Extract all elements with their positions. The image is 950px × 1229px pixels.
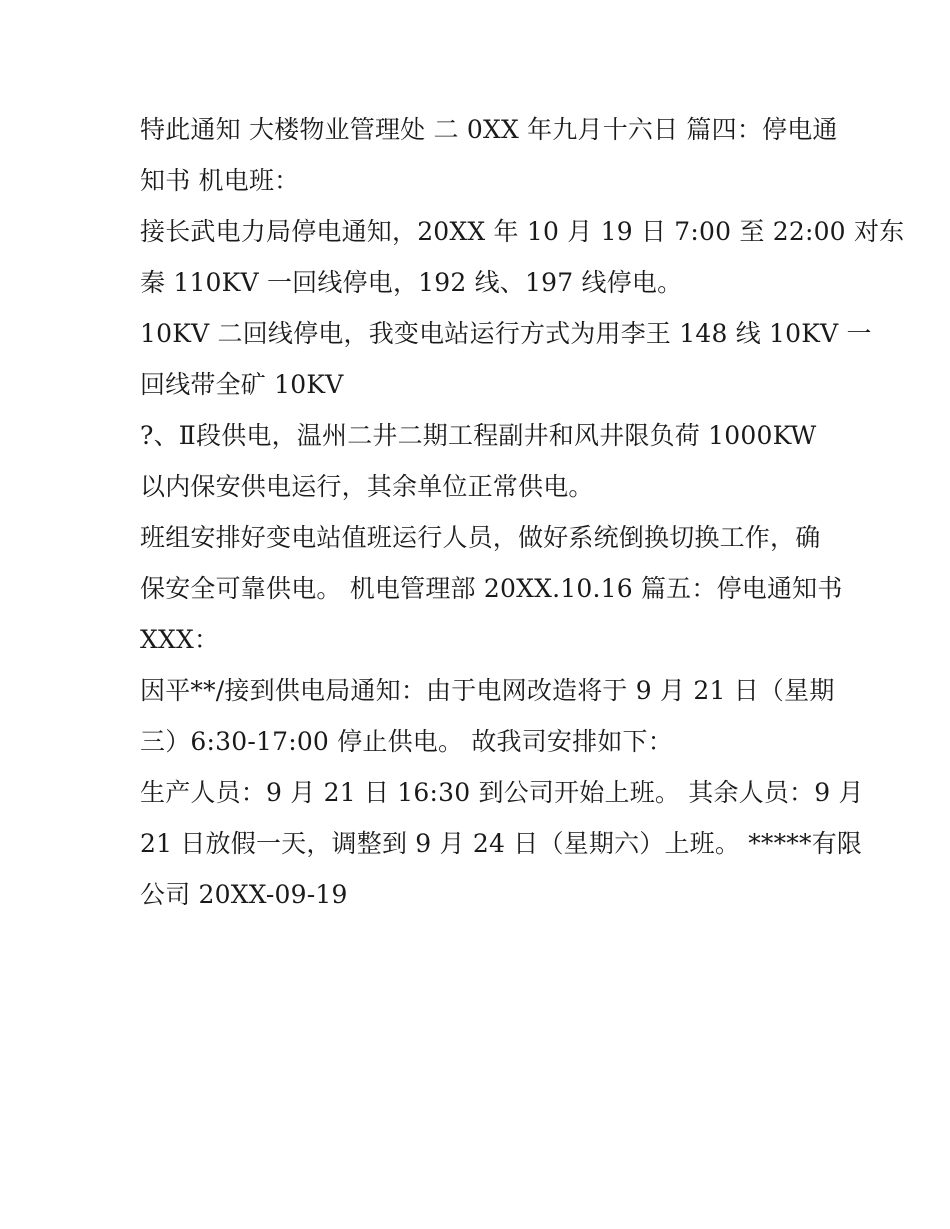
text-line: 班组安排好变电站值班运行人员，做好系统倒换切换工作，确: [140, 523, 821, 552]
text-line: 21 日放假一天，调整到 9 月 24 日（星期六）上班。 *****有限: [140, 829, 863, 858]
text-line: 三）6:30-17:00 停止供电。 故我司安排如下：: [140, 727, 673, 756]
text-line: 知书 机电班：: [140, 166, 300, 195]
text-line: 公司 20XX-09-19: [140, 880, 348, 909]
text-line: 保安全可靠供电。 机电管理部 20XX.10.16 篇五：停电通知书: [140, 574, 843, 603]
text-line: 特此通知 大楼物业管理处 二 0XX 年九月十六日 篇四：停电通: [140, 115, 838, 144]
text-line: 秦 110KV 一回线停电，192 线、197 线停电。: [140, 268, 683, 297]
text-line: 以内保安供电运行，其余单位正常供电。: [140, 472, 594, 501]
text-line: 生产人员：9 月 21 日 16:30 到公司开始上班。 其余人员：9 月: [140, 778, 864, 807]
text-line: 接长武电力局停电通知，20XX 年 10 月 19 日 7:00 至 22:00 对东: [140, 217, 905, 246]
text-line: 回线带全矿 10KV: [140, 370, 344, 399]
text-line: 因平**/接到供电局通知：由于电网改造将于 9 月 21 日（星期: [140, 676, 835, 705]
text-line: XXX：: [140, 625, 220, 654]
text-line: 10KV 二回线停电，我变电站运行方式为用李王 148 线 10KV 一: [140, 319, 872, 348]
text-line: ?、Ⅱ段供电，温州二井二期工程副井和风井限负荷 1000KW: [140, 421, 817, 450]
